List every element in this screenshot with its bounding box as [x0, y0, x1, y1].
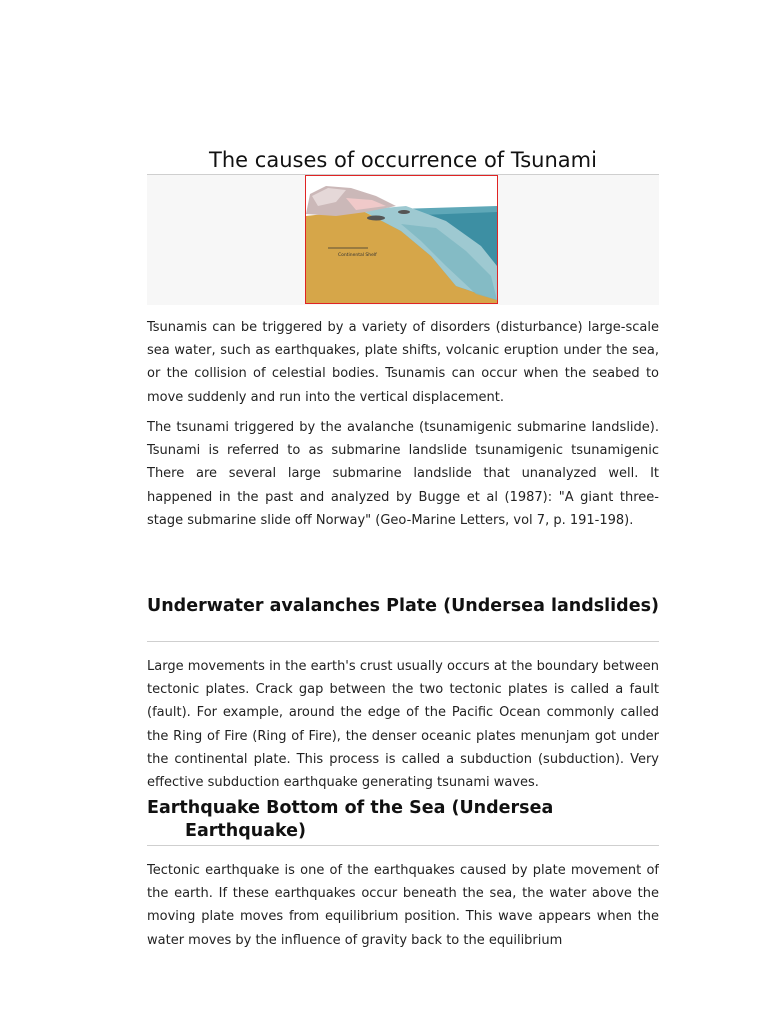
section-divider [147, 641, 659, 642]
paragraph-1: Tsunamis can be triggered by a variety of disorders (disturbance) large-scale sea water, such as earthquakes, plate shifts, volcanic eruption under the sea, or the collision of celestial bodies. Tsunamis can occur when the seabed to move suddenly and run into the vertical displacement. [147, 320, 659, 405]
tsunami-diagram-image [305, 175, 498, 304]
section-text-undersea-landslides: Large movements in the earth's crust usually occurs at the boundary between tectonic plates. Crack gap between the two tectonic plates is called a fault (fault). For example, around the edge of the Pacific Ocean commonly called the Ring of Fire (Ring of Fire), the denser oceanic plates menunjam got under the continental plate. This process is called a subduction (subduction). Very effective subduction earthquake generating tsunami waves. [147, 659, 659, 791]
section-heading-undersea-landslides: Underwater avalanches Plate (Undersea landslides) [147, 596, 659, 616]
paragraph-2: The tsunami triggered by the avalanche (tsunamigenic submarine landslide). Tsunami is referred to as submarine landslide tsunamigenic tsunamigenic There are several large submarine landslide that unanalyzed well. It happened in the past and analyzed by Bugge et al (1987): "A giant three-stage submarine slide off Norway" (Geo-Marine Letters, vol 7, p. 191-198). [147, 420, 659, 528]
figure-container [147, 175, 659, 305]
section-text-undersea-earthquake: Tectonic earthquake is one of the earthquakes caused by plate movement of the earth. If these earthquakes occur beneath the sea, the water above the moving plate moves from equilibrium position. This wave appears when the water moves by the influence of gravity back to the equilibrium [147, 863, 659, 948]
section-heading-undersea-earthquake: Earthquake Bottom of the Sea (Undersea Earthquake) [147, 798, 554, 841]
tsunami-diagram-illustration [306, 176, 497, 303]
section-divider [147, 845, 659, 846]
page-title: The causes of occurrence of Tsunami [209, 148, 597, 172]
figure-label: Continental Shelf [338, 253, 377, 258]
